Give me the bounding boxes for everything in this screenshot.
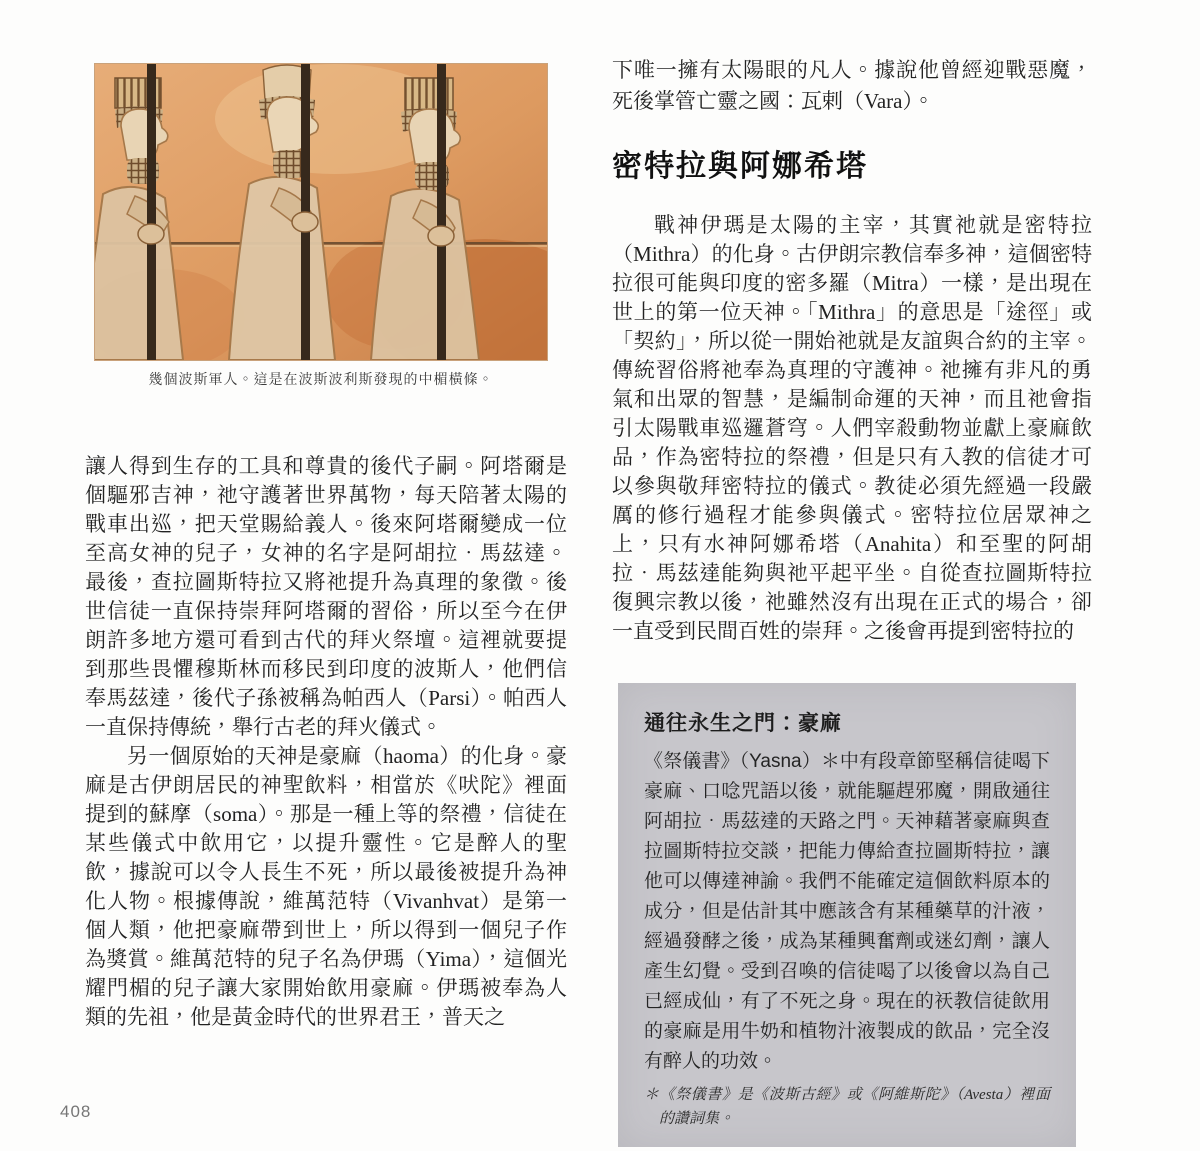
sidebar-box-title: 通往永生之門：豪麻 — [644, 712, 842, 735]
paragraph-mithra: 戰神伊瑪是太陽的主宰，其實祂就是密特拉（Mithra）的化身。古伊朗宗教信奉多神，這個密特拉很可能與印度的密多羅（Mitra）一樣，是出現在世上的第一位天神。「Mithra」的意思是「途徑」或「契約」，所以從一開始祂就是友誼與合約的主宰。傳統習俗將祂奉為真理的守護神。祂擁有非凡的勇氣和出眾的智慧，是編制命運的天神，而且祂會指引太陽戰車巡邏蒼穹。人們宰殺動物並獻上豪麻飲品，作為密特拉的祭禮，但是只有入教的信徒才可以參與敬拜密特拉的儀式。教徒必須先經過一段嚴厲的修行過程才能參與儀式。密特拉位居眾神之上，只有水神阿娜希塔（Anahita）和至聖的阿胡拉．馬茲達能夠與祂平起平坐。自從查拉圖斯特拉復興宗教以後，祂雖然沒有出現在正式的場合，卻一直受到民間百姓的崇拜。之後會再提到密特拉的 — [612, 213, 1092, 643]
paragraph-haoma: 另一個原始的天神是豪麻（haoma）的化身。豪麻是古伊朗居民的神聖飲料，相當於《吠陀》裡面提到的蘇摩（soma）。那是一種上等的祭禮，信徒在某些儀式中飲用它，以提升靈性。它是醉人的聖飲，據說可以令人長生不死，所以最後被提升為神化人物。根據傳說，維萬范特（Vivanhvat）是第一個人類，他把豪麻帶到世上，所以得到一個兒子作為獎賞。維萬范特的兒子名為伊瑪（Yima），這個光耀門楣的兒子讓大家開始飲用豪麻。伊瑪被奉為人類的先祖，他是黃金時代的世界君王，普天之 — [85, 744, 567, 1029]
relief-illustration — [95, 64, 547, 360]
left-column — [85, 452, 567, 1032]
sidebar-box — [618, 683, 1076, 1147]
sidebar-box-footnote: ＊《祭儀書》是《波斯古經》或《阿維斯陀》（Avesta）裡面的讚詞集。 — [644, 1087, 1050, 1127]
relief-photo — [95, 64, 547, 360]
paragraph-vara: 下唯一擁有太陽眼的凡人。據說他曾經迎戰惡魔，死後掌管亡靈之國：瓦剌（Vara）。 — [612, 58, 1092, 113]
photo-caption: 幾個波斯軍人。這是在波斯波利斯發現的中楣橫條。 — [148, 371, 494, 387]
section-heading: 密特拉與阿娜希塔 — [612, 150, 868, 183]
sidebar-box-body: 《祭儀書》（Yasna）＊中有段章節堅稱信徒喝下豪麻、口唸咒語以後，就能驅趕邪魔，開啟通往阿胡拉．馬茲達的天路之門。天神藉著豪麻與查拉圖斯特拉交談，把能力傳給查拉圖斯特拉，讓他可以傳達神諭。我們不能確定這個飲料原本的成分，但是估計其中應該含有某種藥草的汁液，經過發酵之後，成為某種興奮劑或迷幻劑，讓人產生幻覺。受到召喚的信徒喝了以後會以為自己已經成仙，有了不死之身。現在的祆教信徒飲用的豪麻是用牛奶和植物汁液製成的飲品，完全沒有醉人的功效。 — [644, 751, 1050, 1072]
paragraph-atar: 讓人得到生存的工具和尊貴的後代子嗣。阿塔爾是個驅邪吉神，祂守護著世界萬物，每天陪著太陽的戰車出巡，把天堂賜給義人。後來阿塔爾變成一位至高女神的兒子，女神的名字是阿胡拉．馬茲達。最後，查拉圖斯特拉又將祂提升為真理的象徵。後世信徒一直保持崇拜阿塔爾的習俗，所以至今在伊朗許多地方還可看到古代的拜火祭壇。這裡就要提到那些畏懼穆斯林而移民到印度的波斯人，他們信奉馬茲達，後代子孫被稱為帕西人（Parsi）。帕西人一直保持傳統，舉行古老的拜火儀式。 — [85, 454, 567, 739]
page-number: 408 — [60, 1102, 92, 1120]
relief-photo-figure — [95, 64, 547, 389]
right-column — [612, 55, 1092, 1147]
